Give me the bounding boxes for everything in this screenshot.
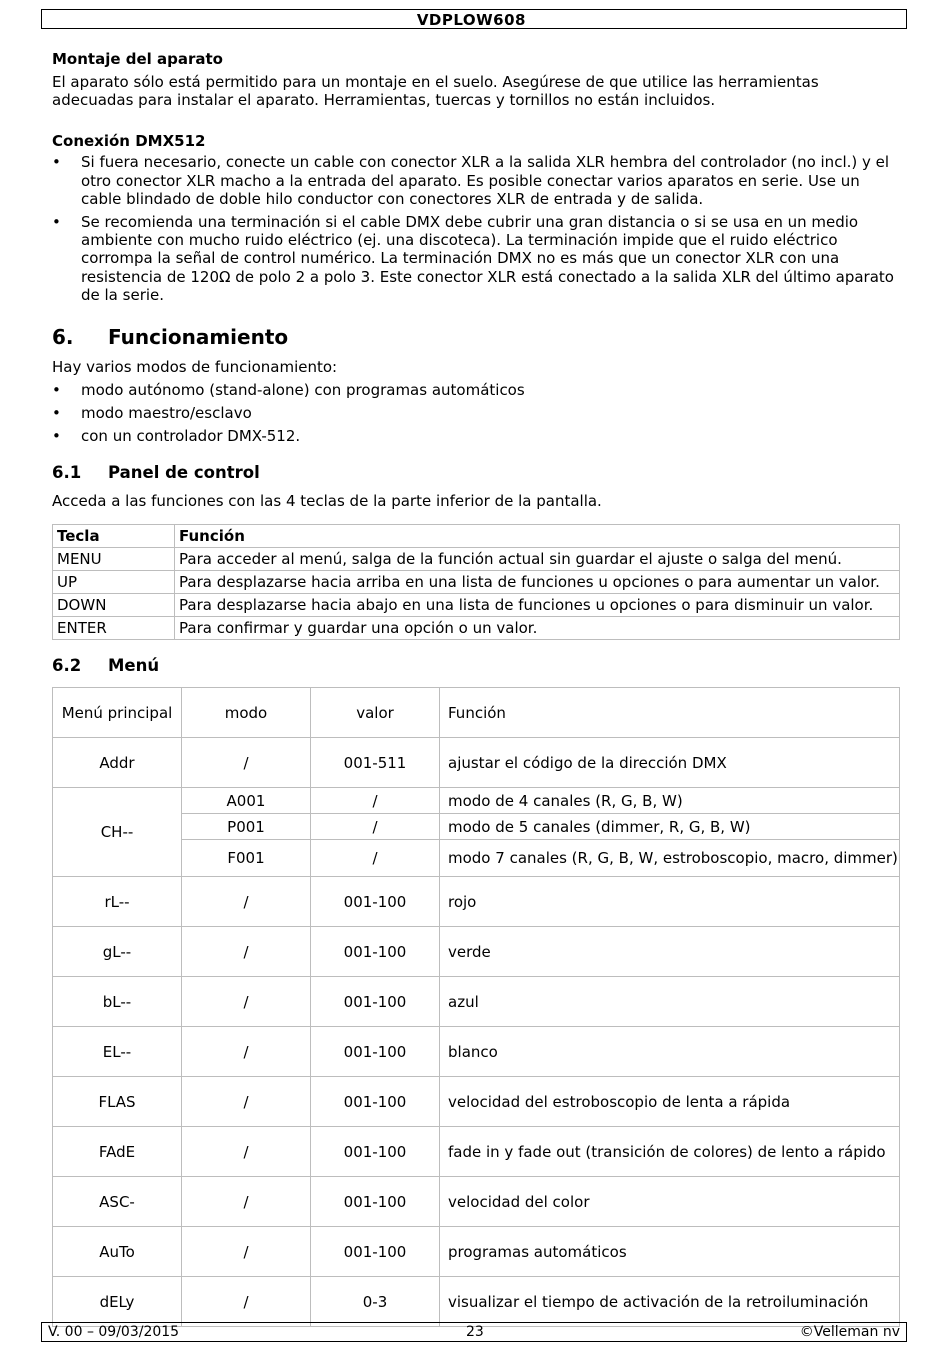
value-cell: 001-100 [311, 1177, 440, 1227]
mode-cell: / [182, 1277, 311, 1327]
menu-cell: EL-- [53, 1027, 182, 1077]
section-number: 6.2 [52, 656, 82, 676]
function-cell: rojo [440, 877, 900, 927]
value-cell: / [311, 814, 440, 840]
function-cell: Para acceder al menú, salga de la función actual sin guardar el ajuste o salga del menú. [175, 548, 900, 571]
table-row [53, 1177, 900, 1227]
menu-cell: FAdE [53, 1127, 182, 1177]
mode-cell: / [182, 1027, 311, 1077]
function-cell: blanco [440, 1027, 900, 1077]
footer-version: V. 00 – 09/03/2015 [48, 1324, 180, 1340]
section-title: Menú [108, 656, 160, 676]
table-row [53, 977, 900, 1027]
table-header-cell: Función [175, 525, 900, 548]
function-cell: ajustar el código de la dirección DMX [440, 738, 900, 788]
mode-cell: / [182, 1177, 311, 1227]
table-row [53, 1227, 900, 1277]
mode-cell: P001 [182, 814, 311, 840]
function-cell: Para desplazarse hacia abajo en una lista de funciones u opciones o para disminuir un valor. [175, 594, 900, 617]
function-cell: velocidad del color [440, 1177, 900, 1227]
mode-cell: / [182, 1227, 311, 1277]
list-item: • modo autónomo (stand-alone) con programas automáticos [52, 379, 902, 402]
value-cell: / [311, 840, 440, 877]
mount-heading: Montaje del aparato [52, 50, 223, 68]
section-6-2-heading [52, 655, 902, 677]
table-row [53, 738, 900, 788]
menu-cell: FLAS [53, 1077, 182, 1127]
dmx-heading: Conexión DMX512 [52, 132, 206, 151]
value-cell: / [311, 788, 440, 814]
section-6-heading [52, 324, 902, 350]
table-row [53, 788, 900, 814]
dmx-list [52, 153, 902, 304]
table-header-row [53, 688, 900, 738]
mode-cell: / [182, 1127, 311, 1177]
table-row [53, 927, 900, 977]
list-item: • Si fuera necesario, conecte un cable con conector XLR a la salida XLR hembra del controlador (no incl.) y el otro conector XLR macho a la entrada del aparato. Es posible conectar varios aparatos en serie. Use un cable blindado de doble hilo conductor con conectores XLR de entrada y de salida. [52, 153, 902, 208]
section-title: Funcionamiento [108, 325, 289, 350]
table-header-cell: Menú principal [53, 688, 182, 738]
mode-cell: A001 [182, 788, 311, 814]
table-row [53, 877, 900, 927]
table-row [53, 617, 900, 640]
menu-cell: CH-- [53, 788, 182, 877]
section-number: 6. [52, 325, 74, 350]
table-row [53, 548, 900, 571]
key-cell: MENU [53, 548, 175, 571]
function-cell: fade in y fade out (transición de colores) de lento a rápido [440, 1127, 900, 1177]
menu-cell: dELy [53, 1277, 182, 1327]
value-cell: 001-100 [311, 1027, 440, 1077]
page-footer [41, 1322, 907, 1342]
section-6-1-heading [52, 462, 902, 484]
page-header [41, 9, 907, 29]
mode-cell: / [182, 927, 311, 977]
function-cell: modo de 5 canales (dimmer, R, G, B, W) [440, 814, 900, 840]
function-cell: visualizar el tiempo de activación de la retroiluminación [440, 1277, 900, 1327]
function-cell: azul [440, 977, 900, 1027]
section-title: Panel de control [108, 463, 260, 483]
menu-cell: ASC- [53, 1177, 182, 1227]
function-cell: Para confirmar y guardar una opción o un valor. [175, 617, 900, 640]
value-cell: 001-100 [311, 927, 440, 977]
header-title: VDPLOW608 [416, 11, 526, 29]
mount-text: El aparato sólo está permitido para un montaje en el suelo. Asegúrese de que utilice las herramientas adecuadas para instalar el aparato. Herramientas, tuercas y tornillos no están incluidos. [52, 73, 819, 110]
footer-page-number: 23 [466, 1324, 484, 1340]
table-row [53, 1277, 900, 1327]
list-item: • modo maestro/esclavo [52, 402, 902, 425]
table-header-cell: Tecla [53, 525, 175, 548]
function-cell: verde [440, 927, 900, 977]
document-body [52, 49, 902, 1327]
table-header-cell: valor [311, 688, 440, 738]
function-cell: velocidad del estroboscopio de lenta a rápida [440, 1077, 900, 1127]
value-cell: 001-100 [311, 877, 440, 927]
value-cell: 001-511 [311, 738, 440, 788]
mode-cell: / [182, 977, 311, 1027]
keys-table [52, 524, 900, 640]
key-cell: ENTER [53, 617, 175, 640]
table-row [53, 571, 900, 594]
value-cell: 001-100 [311, 1077, 440, 1127]
mode-cell: / [182, 877, 311, 927]
mode-cell: F001 [182, 840, 311, 877]
value-cell: 0-3 [311, 1277, 440, 1327]
list-item: • Se recomienda una terminación si el cable DMX debe cubrir una gran distancia o si se usa en un medio ambiente con mucho ruido eléctrico (ej. una discoteca). La terminación impide que el ruido eléctrico corrompa la señal de control numérico. La terminación DMX no es más que un conector XLR con una resistencia de 120Ω de polo 2 a polo 3. Este conector XLR está conectado a la salida XLR del último aparato de la serie. [52, 213, 902, 304]
key-cell: UP [53, 571, 175, 594]
function-cell: modo de 4 canales (R, G, B, W) [440, 788, 900, 814]
table-row [53, 1027, 900, 1077]
value-cell: 001-100 [311, 1127, 440, 1177]
function-cell: programas automáticos [440, 1227, 900, 1277]
function-cell: Para desplazarse hacia arriba en una lista de funciones u opciones o para aumentar un valor. [175, 571, 900, 594]
table-row [53, 1077, 900, 1127]
table-row [53, 1127, 900, 1177]
panel-intro: Acceda a las funciones con las 4 teclas de la parte inferior de la pantalla. [52, 492, 602, 511]
function-cell: modo 7 canales (R, G, B, W, estroboscopio, macro, dimmer) [440, 840, 900, 877]
value-cell: 001-100 [311, 977, 440, 1027]
key-cell: DOWN [53, 594, 175, 617]
footer-copyright: ©Velleman nv [799, 1324, 900, 1340]
value-cell: 001-100 [311, 1227, 440, 1277]
table-header-cell: Función [440, 688, 900, 738]
menu-cell: bL-- [53, 977, 182, 1027]
list-item: • con un controlador DMX-512. [52, 425, 902, 448]
menu-cell: gL-- [53, 927, 182, 977]
table-header-row [53, 525, 900, 548]
mode-cell: / [182, 1077, 311, 1127]
menu-cell: AuTo [53, 1227, 182, 1277]
menu-cell: rL-- [53, 877, 182, 927]
modes-list [52, 379, 902, 448]
menu-cell: Addr [53, 738, 182, 788]
section-number: 6.1 [52, 463, 82, 483]
table-header-cell: modo [182, 688, 311, 738]
modes-intro: Hay varios modos de funcionamiento: [52, 358, 338, 377]
mode-cell: / [182, 738, 311, 788]
table-row [53, 594, 900, 617]
menu-table [52, 687, 900, 1327]
